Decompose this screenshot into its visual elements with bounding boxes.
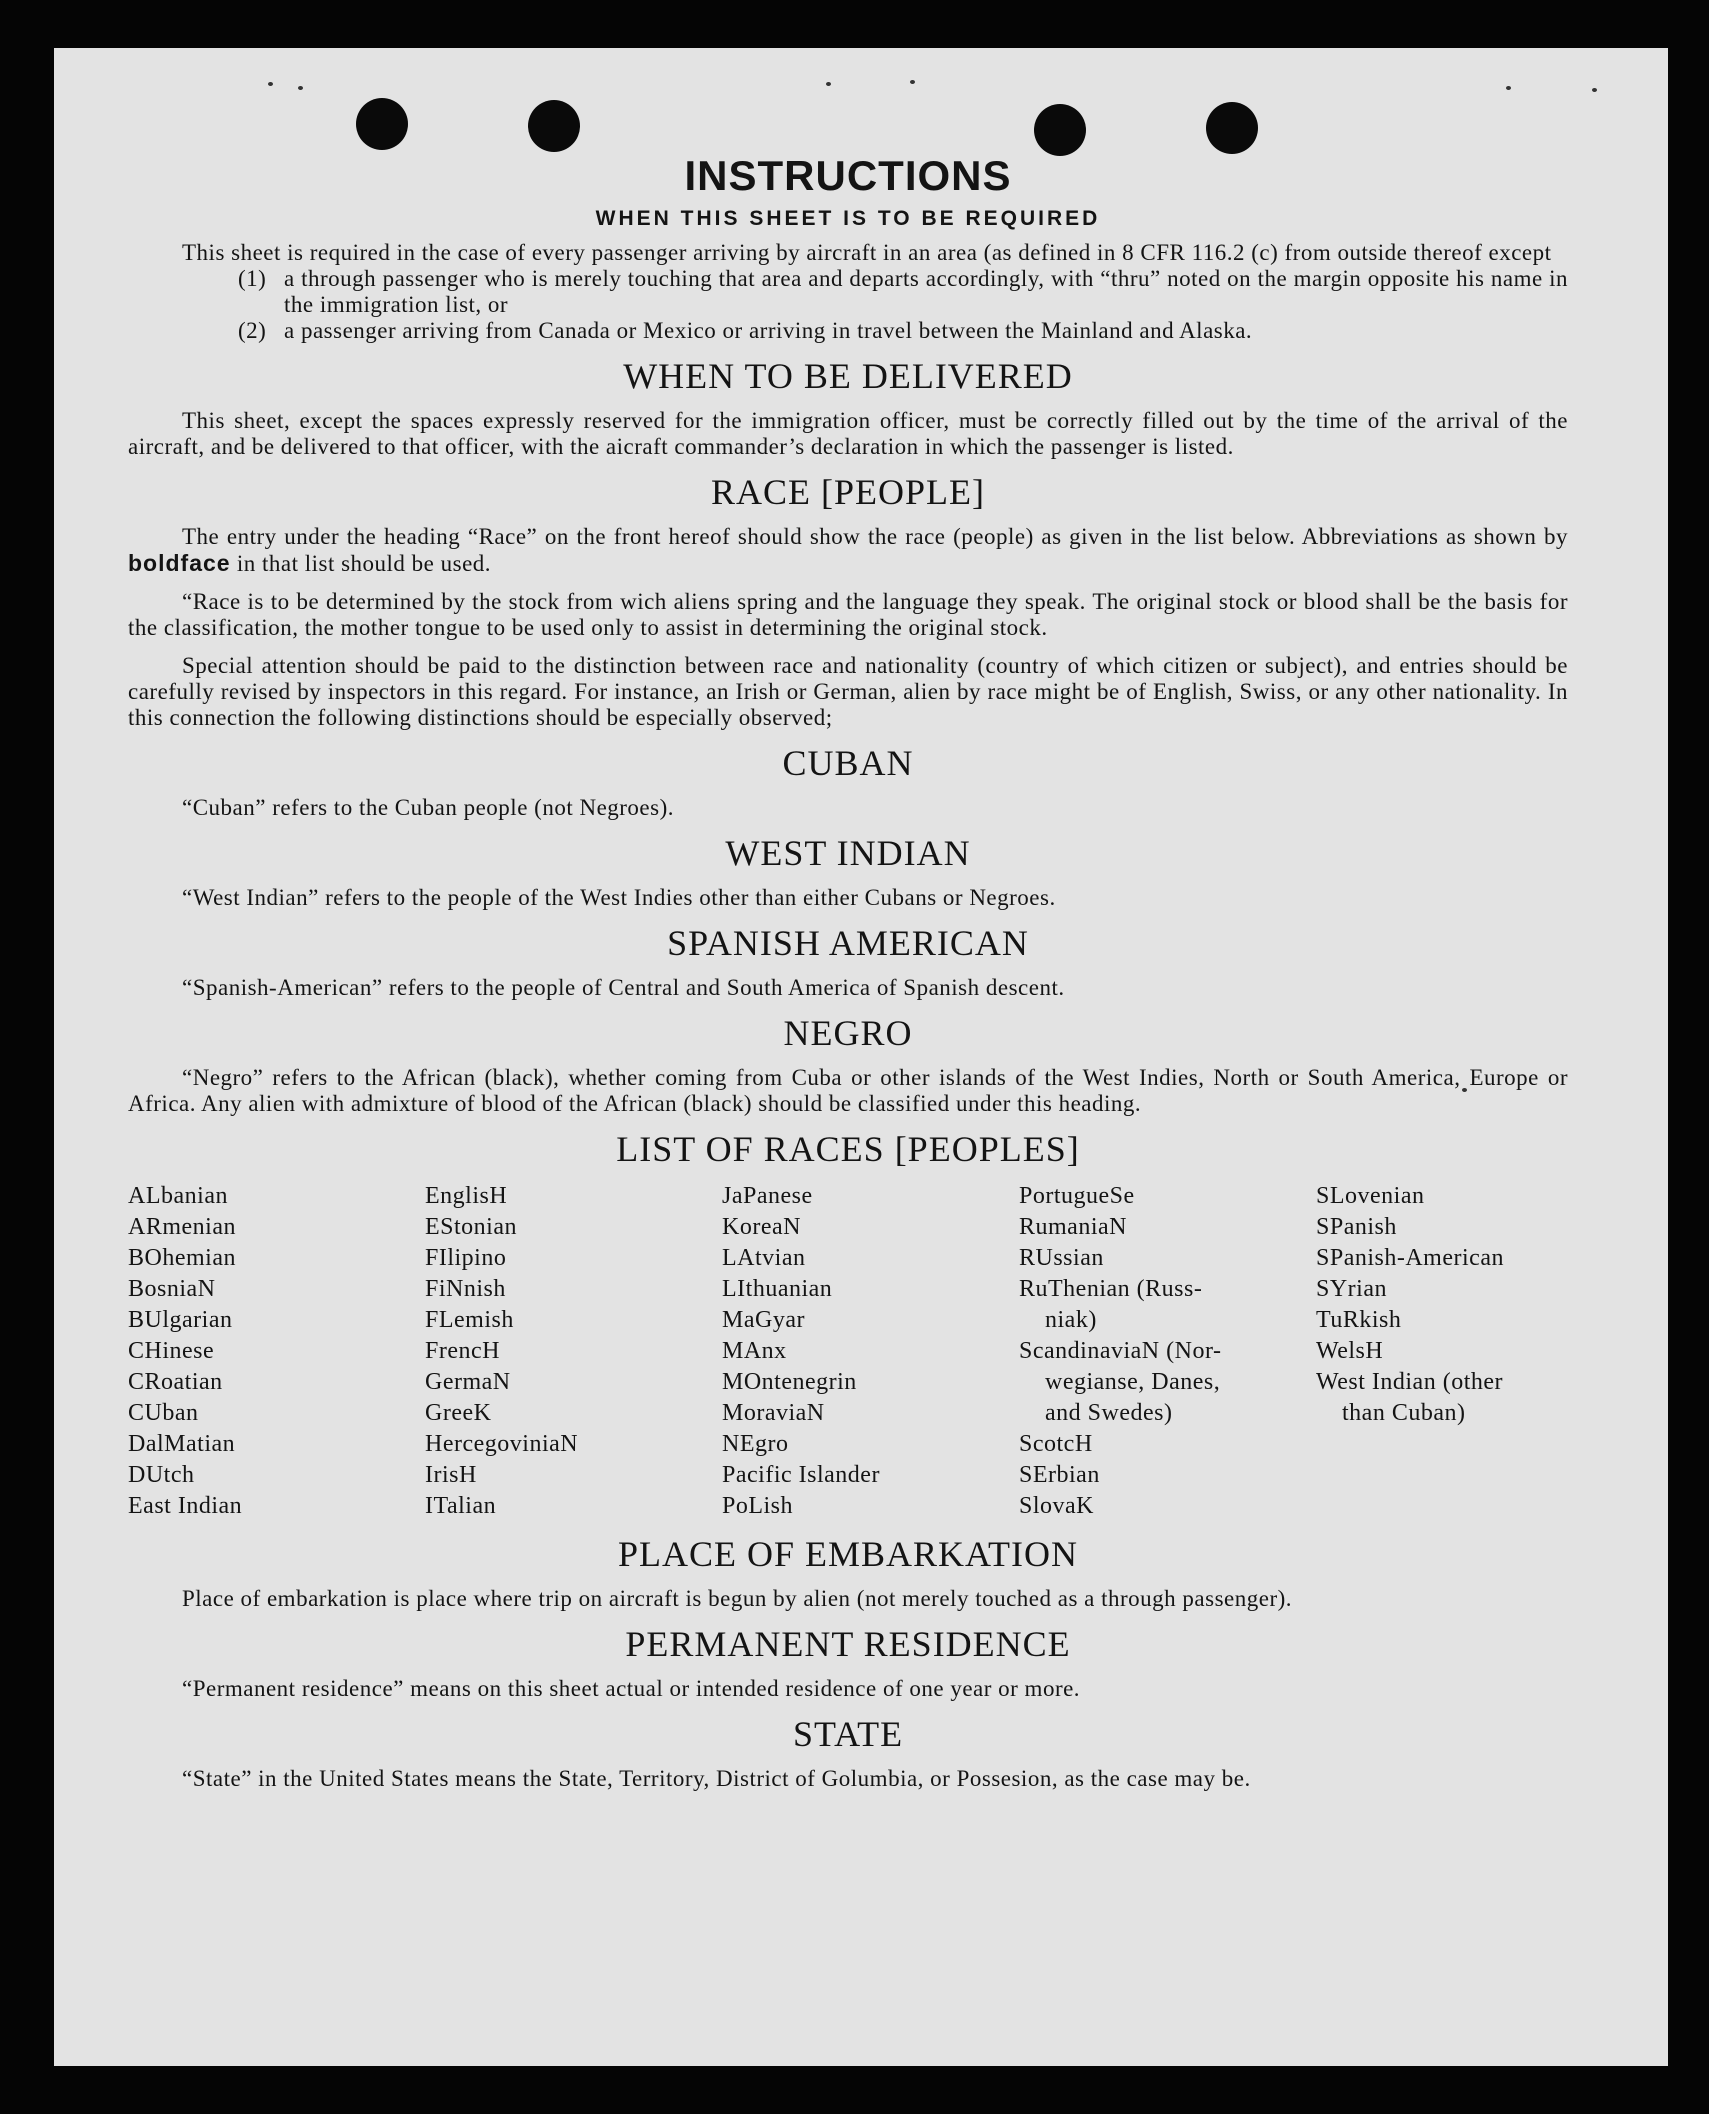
punch-hole <box>1034 104 1086 156</box>
race-text-before: The entry under the heading “Race” on the front hereof should show the race (people) as given in the list below. Abbreviations as shown by <box>182 524 1568 549</box>
race-item: ScotcH <box>1019 1431 1093 1457</box>
punch-hole <box>528 100 580 152</box>
residence-paragraph: “Permanent residence” means on this sheet actual or intended residence of one year or more. <box>182 1676 1081 1701</box>
race-item: NEgro <box>722 1431 789 1457</box>
race-item: FiNnish <box>425 1276 506 1302</box>
race-item: LIthuanian <box>722 1276 833 1302</box>
cuban-paragraph: “Cuban” refers to the Cuban people (not Negroes). <box>182 795 675 820</box>
west-indian-paragraph: “West Indian” refers to the people of the West Indies other than either Cubans or Negroes. <box>182 885 1056 910</box>
race-column <box>128 1181 425 1522</box>
section-heading-spanish-american: SPANISH AMERICAN <box>667 923 1029 963</box>
race-item: MoraviaN <box>722 1400 825 1426</box>
race-item: FIlipino <box>425 1245 507 1271</box>
race-item: PoLish <box>722 1493 794 1519</box>
race-item: KoreaN <box>722 1214 801 1240</box>
section-heading-west-indian: WEST INDIAN <box>725 833 971 873</box>
section-heading-residence: PERMANENT RESIDENCE <box>625 1624 1071 1664</box>
race-paragraph-3: Special attention should be paid to the distinction between race and nationality (country of which citizen or subject), and entries should be carefully revised by inspectors in this regard. For instance, an Irish or German, alien by race might be of English, Swiss, or any other nationality. In this connection the following distinctions should be especially observed; <box>128 653 1568 730</box>
race-item: HercegoviniaN <box>425 1431 579 1457</box>
race-item: ARmenian <box>128 1214 236 1240</box>
embarkation-paragraph: Place of embarkation is place where trip on aircraft is begun by alien (not merely touched as a through passenger). <box>182 1586 1293 1611</box>
race-item: RuThenian (Russ- niak) <box>1019 1276 1203 1333</box>
race-item: MAnx <box>722 1338 787 1364</box>
race-item: CHinese <box>128 1338 215 1364</box>
exception-item <box>238 266 1568 318</box>
race-item: SLovenian <box>1316 1183 1425 1209</box>
section-heading-list-of-races: LIST OF RACES [PEOPLES] <box>616 1129 1080 1169</box>
race-item: MOntenegrin <box>722 1369 857 1395</box>
race-item: DalMatian <box>128 1431 236 1457</box>
exception-text: a passenger arriving from Canada or Mexico or arriving in travel between the Mainland and Alaska. <box>284 318 1253 343</box>
race-item: SPanish-American <box>1316 1245 1504 1271</box>
race-paragraph-1 <box>128 524 1568 577</box>
race-text-after: in that list should be used. <box>236 551 492 576</box>
race-item: RUssian <box>1019 1245 1104 1271</box>
race-item: East Indian <box>128 1493 243 1519</box>
race-item: SlovaK <box>1019 1493 1094 1519</box>
race-item: GermaN <box>425 1369 511 1395</box>
punch-hole <box>1206 102 1258 154</box>
section-heading-delivered: WHEN TO BE DELIVERED <box>623 356 1073 396</box>
section-heading-race: RACE [PEOPLE] <box>711 472 985 512</box>
race-item: SErbian <box>1019 1462 1100 1488</box>
section-heading-cuban: CUBAN <box>782 743 914 783</box>
exception-text: a through passenger who is merely touching that area and departs accordingly, with “thru” noted on the margin opposite his name in the immigration list, or <box>284 266 1568 317</box>
race-column <box>1019 1181 1316 1522</box>
punch-hole <box>356 98 408 150</box>
race-item: Pacific Islander <box>722 1462 880 1488</box>
dust-speck <box>1506 86 1511 90</box>
exception-number: (2) <box>238 318 267 343</box>
dust-speck <box>268 82 273 86</box>
race-item: JaPanese <box>722 1183 813 1209</box>
race-item: ScandinaviaN (Nor- wegianse, Danes, and Swedes) <box>1019 1338 1222 1426</box>
instructions-content <box>128 152 1568 1792</box>
exception-item <box>238 318 1568 344</box>
spanish-american-paragraph: “Spanish-American” refers to the people of Central and South America of Spanish descent. <box>182 975 1065 1000</box>
race-column <box>722 1181 1019 1522</box>
race-item: EnglisH <box>425 1183 508 1209</box>
race-item: ITalian <box>425 1493 497 1519</box>
race-column <box>1316 1181 1613 1522</box>
race-item: SPanish <box>1316 1214 1397 1240</box>
race-item: RumaniaN <box>1019 1214 1127 1240</box>
intro-paragraph: This sheet is required in the case of every passenger arriving by aircraft in an area (as defined in 8 CFR 116.2 (c) from outside thereof except <box>182 240 1552 265</box>
race-item: EStonian <box>425 1214 517 1240</box>
state-paragraph: “State” in the United States means the State, Territory, District of Golumbia, or Possesion, as the case may be. <box>182 1766 1251 1791</box>
race-item: BosniaN <box>128 1276 216 1302</box>
dust-speck <box>910 80 915 84</box>
race-item: CRoatian <box>128 1369 223 1395</box>
race-item: MaGyar <box>722 1307 805 1333</box>
race-item: FrencH <box>425 1338 500 1364</box>
dust-speck <box>298 86 303 90</box>
section-heading-state: STATE <box>792 1714 904 1754</box>
race-item: BUlgarian <box>128 1307 233 1333</box>
race-item: CUban <box>128 1400 199 1426</box>
dust-speck <box>1592 88 1597 92</box>
page-title: INSTRUCTIONS <box>684 152 1012 199</box>
race-item: IrisH <box>425 1462 477 1488</box>
race-item: FLemish <box>425 1307 514 1333</box>
race-item: PortugueSe <box>1019 1183 1135 1209</box>
race-item: ALbanian <box>128 1183 228 1209</box>
delivered-paragraph: This sheet, except the spaces expressly reserved for the immigration officer, must be correctly filled out by the time of the arrival of the aircraft, and be delivered to that officer, with the aicraft commander’s declaration in which the passenger is listed. <box>128 408 1568 459</box>
negro-paragraph: “Negro” refers to the African (black), whether coming from Cuba or other islands of the West Indies, North or South America, Europe or Africa. Any alien with admixture of blood of the African (black) should be classified under this heading. <box>128 1065 1568 1116</box>
section-heading-negro: NEGRO <box>783 1013 913 1053</box>
race-item: BOhemian <box>128 1245 236 1271</box>
race-item: West Indian (other than Cuban) <box>1316 1369 1504 1426</box>
boldface-word: boldface <box>128 550 231 576</box>
dust-speck <box>826 82 831 86</box>
section-heading-embarkation: PLACE OF EMBARKATION <box>617 1534 1079 1574</box>
page-subtitle: WHEN THIS SHEET IS TO BE REQUIRED <box>595 207 1101 230</box>
races-list <box>128 1181 1568 1522</box>
race-item: DUtch <box>128 1462 195 1488</box>
exception-number: (1) <box>238 266 267 291</box>
race-item: LAtvian <box>722 1245 806 1271</box>
race-item: TuRkish <box>1316 1307 1402 1333</box>
race-paragraph-2: “Race is to be determined by the stock from wich aliens spring and the language they speak. The original stock or blood shall be the basis for the classification, the mother tongue to be used only to assist in determining the original stock. <box>128 589 1568 640</box>
race-item: SYrian <box>1316 1276 1387 1302</box>
race-item: WelsH <box>1316 1338 1384 1364</box>
race-item: GreeK <box>425 1400 492 1426</box>
race-column <box>425 1181 722 1522</box>
document-sheet <box>54 48 1668 2066</box>
